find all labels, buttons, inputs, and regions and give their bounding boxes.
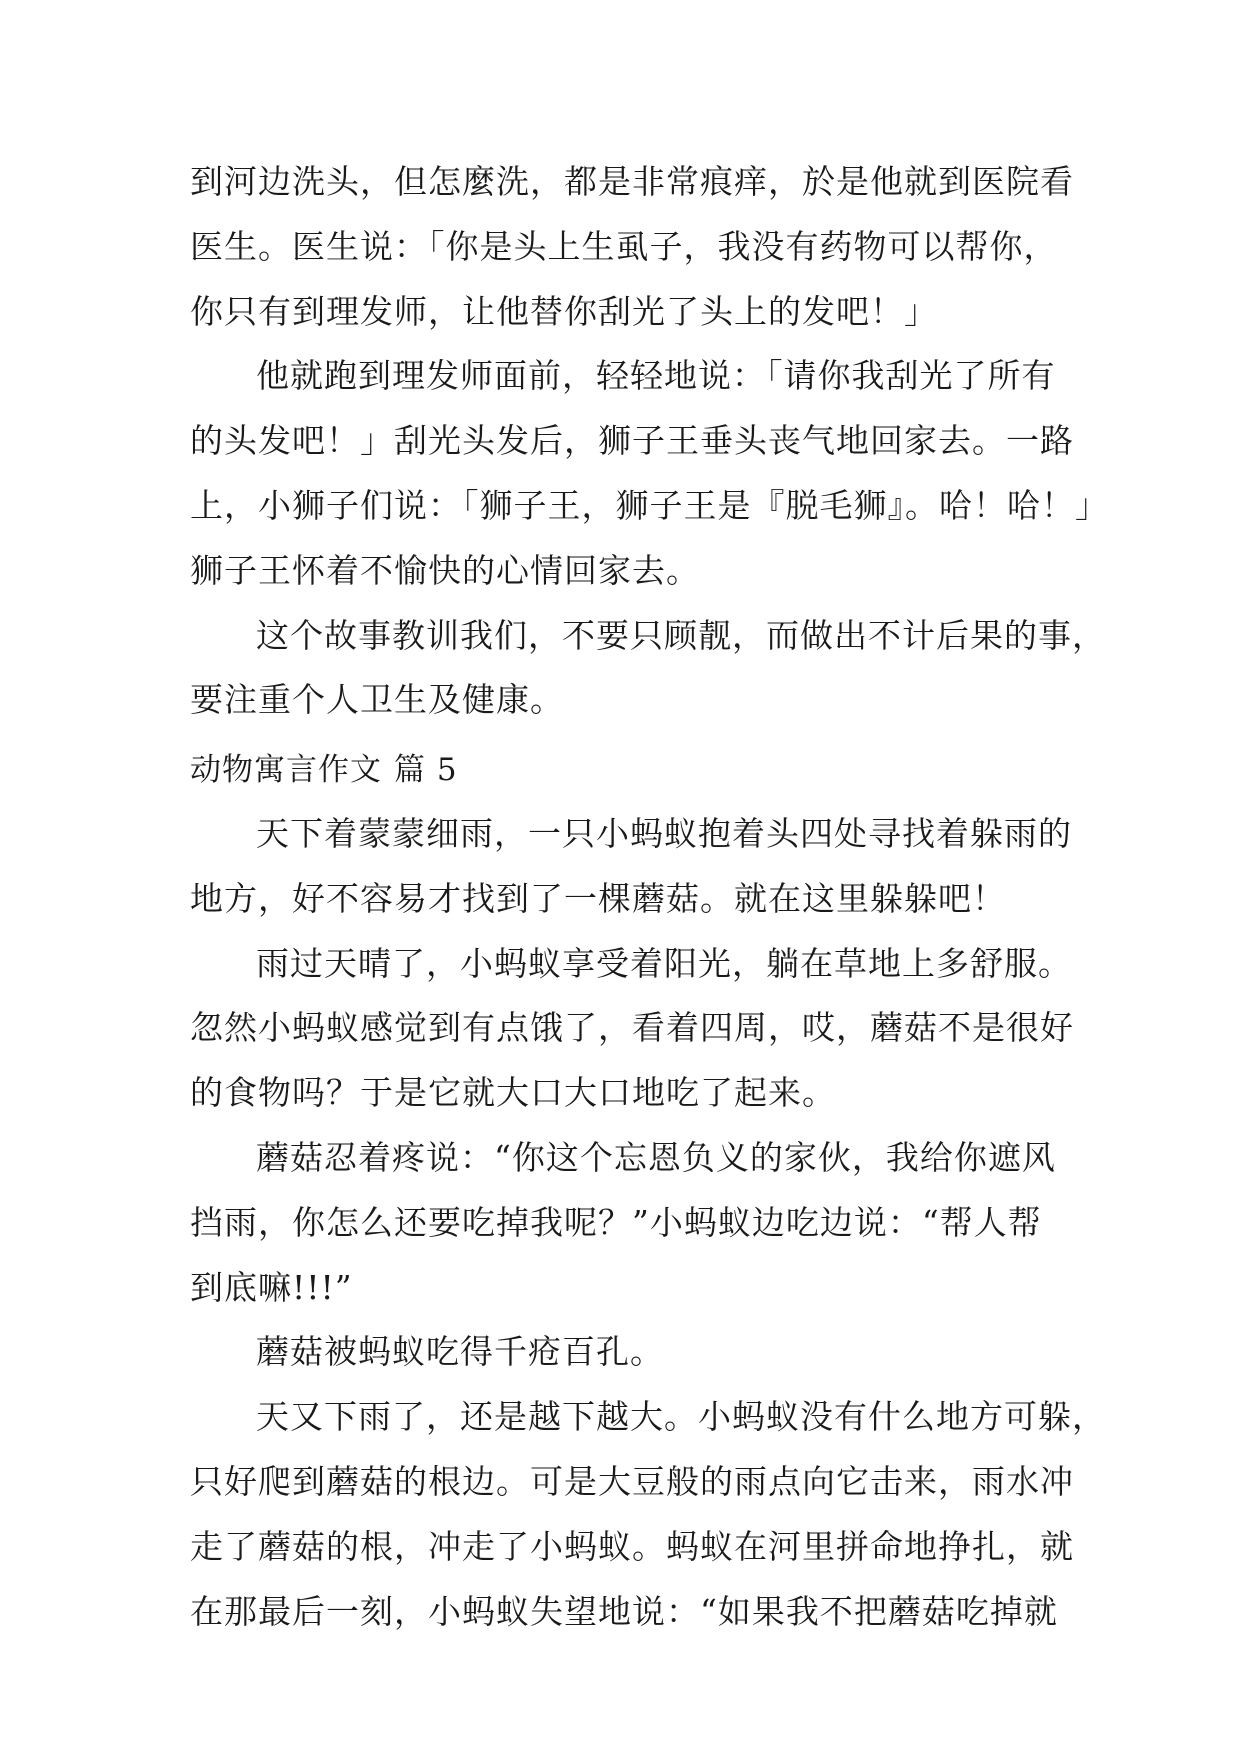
paragraph-line: 地方，好不容易才找到了一棵蘑菇。就在这里躲躲吧！ — [190, 878, 1006, 918]
paragraph-line: 这个故事教训我们，不要只顾靓，而做出不计后果的事， — [256, 615, 1106, 655]
paragraph-line: 雨过天晴了，小蚂蚁享受着阳光，躺在草地上多舒服。 — [256, 943, 1072, 983]
paragraph-line: 医生。医生说：「你是头上生虱子，我没有药物可以帮你， — [190, 226, 1058, 266]
story-section-continued — [190, 150, 1109, 733]
paragraph-line: 在那最后一刻，小蚂蚁失望地说：“如果我不把蘑菇吃掉就 — [190, 1591, 1058, 1631]
story-section-5 — [190, 802, 1106, 1644]
paragraph-line: 走了蘑菇的根，冲走了小蚂蚁。蚂蚁在河里拼命地挣扎，就 — [190, 1526, 1074, 1566]
section-heading — [190, 738, 458, 802]
paragraph-line: 他就跑到理发师面前，轻轻地说：「请你我刮光了所有 — [256, 356, 1056, 396]
paragraph-line: 忽然小蚂蚁感觉到有点饿了，看着四周，哎，蘑菇不是很好 — [190, 1008, 1074, 1048]
paragraph-line: 上，小狮子们说：「狮子王，狮子王是『脱毛狮』。哈！哈！」 — [190, 485, 1109, 525]
paragraph-line: 的食物吗？于是它就大口大口地吃了起来。 — [190, 1073, 836, 1113]
paragraph-line: 到河边洗头，但怎麼洗，都是非常痕痒，於是他就到医院看 — [190, 162, 1074, 201]
paragraph-line: 要注重个人卫生及健康。 — [190, 680, 564, 720]
paragraph-line: 挡雨，你怎么还要吃掉我呢？”小蚂蚁边吃边说：“帮人帮 — [190, 1202, 1042, 1242]
paragraph-line: 天又下雨了，还是越下越大。小蚂蚁没有什么地方可躲， — [256, 1397, 1106, 1437]
heading-title: 动物寓言作文 — [190, 752, 382, 788]
paragraph-line: 的头发吧！」刮光头发后，狮子王垂头丧气地回家去。一路 — [190, 421, 1074, 461]
paragraph-line: 蘑菇忍着疼说：“你这个忘恩负义的家伙，我给你遮风 — [256, 1137, 1056, 1177]
heading-number: 篇 5 — [394, 752, 458, 788]
paragraph-line: 狮子王怀着不愉快的心情回家去。 — [190, 550, 700, 590]
paragraph-line: 蘑菇被蚂蚁吃得千疮百孔。 — [256, 1332, 664, 1372]
paragraph-line: 只好爬到蘑菇的根边。可是大豆般的雨点向它击来，雨水冲 — [190, 1461, 1074, 1501]
paragraph-line: 你只有到理发师，让他替你刮光了头上的发吧！」 — [190, 291, 938, 331]
paragraph-line: 到底嘛!!!” — [190, 1267, 353, 1307]
paragraph-line: 天下着蒙蒙细雨，一只小蚂蚁抱着头四处寻找着躲雨的 — [256, 814, 1072, 853]
